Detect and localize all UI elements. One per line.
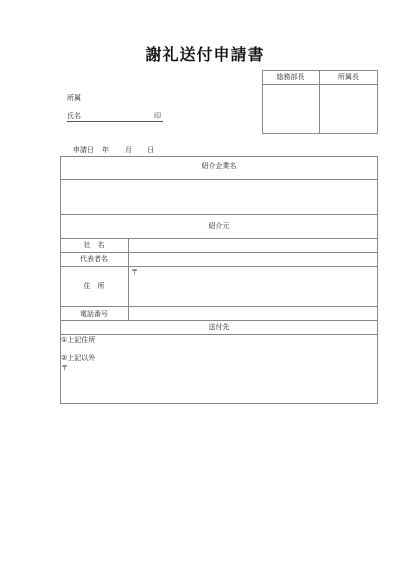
- date-month-label: 月: [125, 146, 132, 154]
- company-name-label: 社 名: [83, 241, 105, 249]
- introduced-company-header: 紹介企業名: [201, 162, 237, 170]
- row-divider: [60, 320, 378, 321]
- approval-label-general-affairs: 総務部長: [276, 73, 305, 81]
- representative-field[interactable]: [129, 253, 377, 265]
- other-address-field[interactable]: [70, 364, 376, 402]
- date-day-label: 日: [147, 146, 154, 154]
- send-to-option-other[interactable]: ②上記以外: [61, 354, 96, 362]
- seal-label: 印: [154, 112, 161, 120]
- approval-label-dept-head: 所属長: [338, 73, 359, 81]
- row-divider: [60, 214, 378, 215]
- phone-field[interactable]: [129, 307, 377, 319]
- document-title: 謝礼送付申請書: [145, 45, 265, 64]
- name-field[interactable]: [67, 112, 163, 122]
- send-to-option-above-address[interactable]: ①上記住所: [61, 336, 96, 344]
- application-date-label: 申請日: [73, 146, 94, 154]
- send-to-header: 送付先: [208, 323, 230, 331]
- date-year-label: 年: [102, 146, 109, 154]
- department-label: 所属: [67, 94, 81, 102]
- approval-stamp-area-1[interactable]: [263, 85, 318, 133]
- phone-label: 電話番号: [80, 310, 108, 318]
- postal-mark: 〒: [131, 268, 138, 276]
- introducer-header: 紹介元: [208, 222, 230, 230]
- name-label: 氏名: [67, 112, 81, 120]
- introduced-company-field[interactable]: [61, 180, 377, 213]
- approval-stamp-area-2[interactable]: [320, 85, 377, 133]
- address-label: 住 所: [83, 282, 105, 290]
- representative-label: 代表者名: [80, 255, 108, 263]
- row-divider: [60, 334, 378, 335]
- address-field[interactable]: [129, 267, 377, 305]
- other-address-postal-mark: 〒: [61, 364, 68, 372]
- company-name-field[interactable]: [129, 239, 377, 251]
